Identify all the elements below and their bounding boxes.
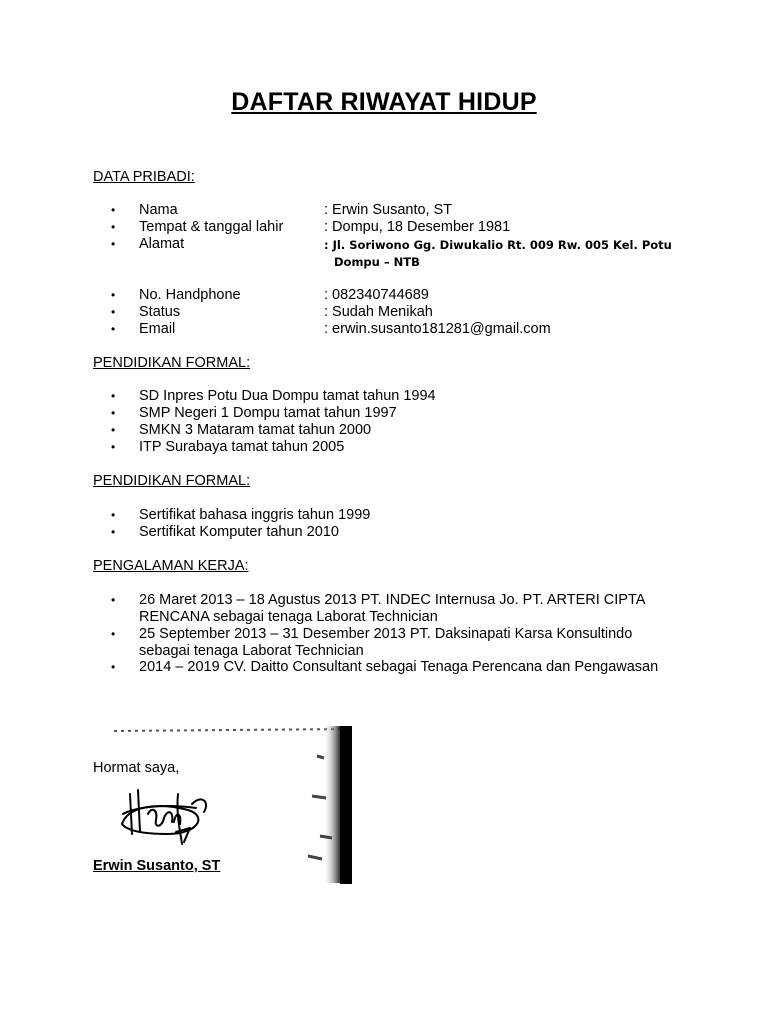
- list-item-text: SMP Negeri 1 Dompu tamat tahun 1997: [139, 405, 397, 421]
- list-item-text: Sertifikat Komputer tahun 2010: [139, 524, 339, 540]
- section-heading-personal: DATA PRIBADI:: [93, 169, 195, 185]
- bullet: •: [111, 440, 116, 454]
- address-line-2: Dompu – NTB: [334, 255, 420, 269]
- list-item-text: SMKN 3 Mataram tamat tahun 2000: [139, 422, 372, 438]
- bullet: •: [111, 627, 116, 641]
- list-item-text: Sertifikat bahasa inggris tahun 1999: [139, 507, 371, 523]
- bullet: •: [111, 220, 116, 234]
- bullet: •: [111, 423, 116, 437]
- list-item-text-continued: sebagai tenaga Laborat Technician: [139, 643, 364, 659]
- field-value: : erwin.susanto181281@gmail.com: [324, 321, 551, 337]
- handwritten-signature-icon: [118, 784, 218, 850]
- list-item-text: 2014 – 2019 CV. Daitto Consultant sebagai Tenaga Perencana dan Pengawasan: [139, 659, 659, 675]
- closing-greeting: Hormat saya,: [93, 760, 180, 776]
- bullet: •: [111, 508, 116, 522]
- field-label: Tempat & tanggal lahir: [139, 219, 284, 235]
- bullet: •: [111, 660, 116, 674]
- field-label: Status: [139, 304, 181, 320]
- section-heading-certificates: PENDIDIKAN FORMAL:: [93, 473, 251, 489]
- bullet: •: [111, 288, 116, 302]
- field-label: No. Handphone: [139, 287, 241, 303]
- bullet: •: [111, 593, 116, 607]
- bullet: •: [111, 237, 116, 251]
- list-item-text: 25 September 2013 – 31 Desember 2013 PT. Daksinapati Karsa Konsultindo: [139, 626, 633, 642]
- list-item-text: 26 Maret 2013 – 18 Agustus 2013 PT. INDEC Internusa Jo. PT. ARTERI CIPTA: [139, 592, 646, 608]
- bullet: •: [111, 322, 116, 336]
- address-line-1: : Jl. Soriwono Gg. Diwukalio Rt. 009 Rw. 005 Kel. Potu: [324, 238, 672, 252]
- field-label: Email: [139, 321, 176, 337]
- list-item-text: ITP Surabaya tamat tahun 2005: [139, 439, 345, 455]
- field-value: : 082340744689: [324, 287, 429, 303]
- field-value: : Dompu, 18 Desember 1981: [324, 219, 511, 235]
- bullet: •: [111, 389, 116, 403]
- bullet: •: [111, 406, 116, 420]
- bullet: •: [111, 203, 116, 217]
- section-heading-experience: PENGALAMAN KERJA:: [93, 558, 249, 574]
- field-value: : Sudah Menikah: [324, 304, 433, 320]
- list-item-text-continued: RENCANA sebagai tenaga Laborat Technician: [139, 609, 438, 625]
- field-label: Alamat: [139, 236, 185, 252]
- list-item-text: SD Inpres Potu Dua Dompu tamat tahun 1994: [139, 388, 436, 404]
- bullet: •: [111, 525, 116, 539]
- signer-name: Erwin Susanto, ST: [93, 858, 221, 874]
- section-heading-education: PENDIDIKAN FORMAL:: [93, 355, 251, 371]
- field-label: Nama: [139, 202, 178, 218]
- bullet: •: [111, 305, 116, 319]
- document-title: DAFTAR RIWAYAT HIDUP: [231, 88, 537, 116]
- field-value: : Erwin Susanto, ST: [324, 202, 453, 218]
